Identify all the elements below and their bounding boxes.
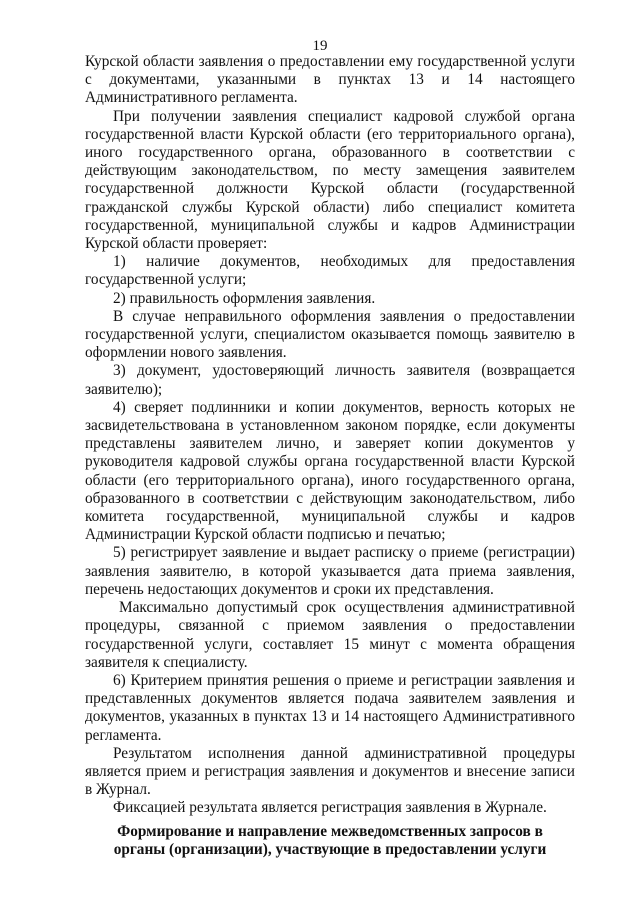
- list-item-3: 3) документ, удостоверяющий личность заявителя (возвращается заявителю);: [85, 362, 575, 398]
- paragraph-incorrect-form: В случае неправильного оформления заявления о предоставлении государственной услуги, специалистом оказывается помощь заявителю в оформлении нового заявления.: [85, 307, 575, 362]
- paragraph-result: Результатом исполнения данной административной процедуры является прием и регистрация заявления и документов и внесение записи в Журнал.: [85, 744, 575, 799]
- paragraph-continuation: Курской области заявления о предоставлении ему государственной услуги с документами, указанными в пунктах 13 и 14 настоящего Административного регламента.: [85, 53, 575, 107]
- document-body: [85, 53, 575, 818]
- page-number: 19: [312, 38, 328, 54]
- list-item-5: 5) регистрирует заявление и выдает расписку о приеме (регистрации) заявления заявителю, в которой указывается дата приема заявления, перечень недостающих документов и сроки их представления.: [85, 544, 575, 598]
- list-item-1: 1) наличие документов, необходимых для предоставления государственной услуги;: [85, 253, 575, 289]
- section-heading-line-1: Формирование и направление межведомственных запросов в: [117, 823, 543, 840]
- section-heading-line-2: органы (организации), участвующие в предоставлении услуги: [113, 841, 547, 859]
- list-item-6: 6) Критерием принятия решения о приеме и регистрации заявления и представленных документов является подача заявителем заявления и документов, указанных в пунктах 13 и 14 настоящего Административного регламента.: [85, 671, 575, 744]
- paragraph-verification-intro: При получении заявления специалист кадровой службой органа государственной власти Курской области (его территориального органа), иного государственного органа, образованного в соответствии с действующим законодательством, по месту замещения заявителем государственной должности Курской области (государственной гражданской службы Курской области) либо специалист комитета государственной, муниципальной службы и кадров Администрации Курской области проверяет:: [85, 107, 575, 253]
- list-item-4: 4) сверяет подлинники и копии документов, верность которых не засвидетельствована в установленном законом порядке, если документы представлены заявителем лично, и заверяет копии документов у руководителя кадровой службы органа государственной власти Курской области (его территориального органа), иного государственного органа, образованного в соответствии с действующим законодательством, либо комитета государственной, муниципальной службы и кадров Администрации Курской области подписью и печатью;: [85, 398, 575, 544]
- section-heading: [85, 823, 575, 860]
- paragraph-result-fixation: Фиксацией результата является регистрация заявления в Журнале.: [113, 799, 547, 817]
- paragraph-max-duration: Максимально допустимый срок осуществления административной процедуры, связанной с приемом заявления о предоставлении государственной услуги, составляет 15 минут с момента обращения заявителя к специалисту.: [85, 599, 575, 671]
- list-item-2: 2) правильность оформления заявления.: [113, 289, 376, 307]
